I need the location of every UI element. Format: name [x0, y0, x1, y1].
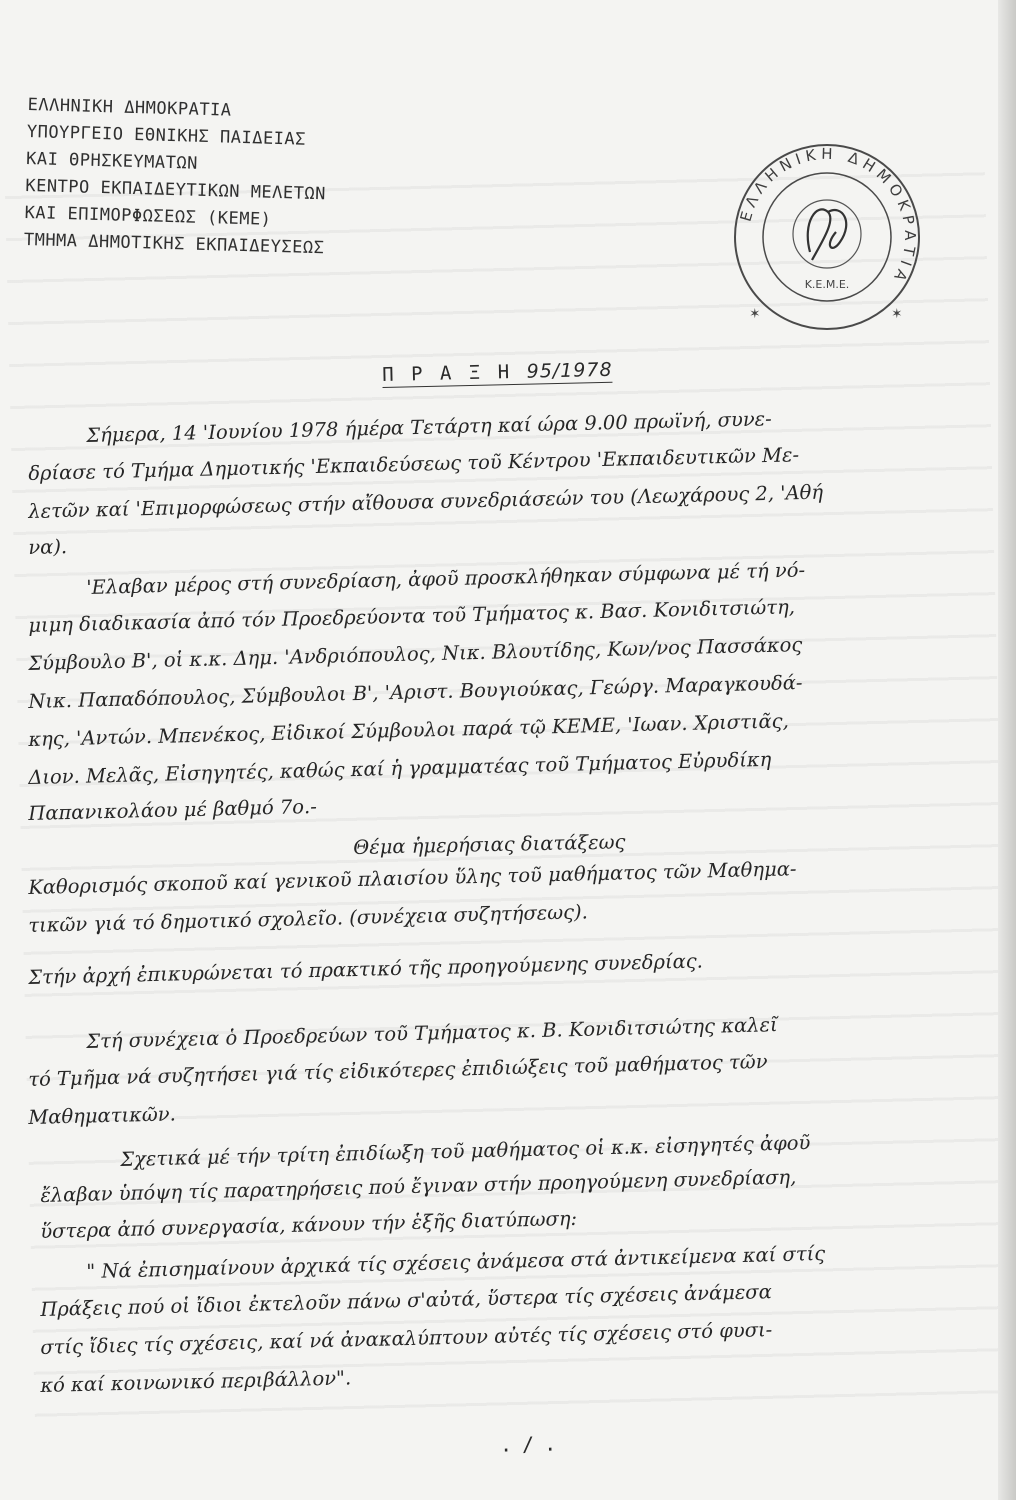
stamp-inner-text: Κ.Ε.Μ.Ε.: [804, 278, 850, 291]
letterhead-line: ΚΑΙ ΘΡΗΣΚΕΥΜΑΤΩΝ: [25, 148, 199, 174]
quoted-line: Πράξεις πού οἱ ἴδιοι ἐκτελοῦν πάνω σ'αὐτά, ὕστερα τίς σχέσεις ἀνάμεσα: [40, 1280, 772, 1321]
body-line: κης, 'Αντών. Μπενέκος, Εἰδικοί Σύμβουλοι παρά τῷ ΚΕΜΕ, 'Ιωαν. Χριστιᾶς,: [28, 709, 790, 751]
agenda-heading: Θέμα ἡμερήσιας διατάξεως: [353, 830, 626, 859]
body-line: ἔλαβαν ὑπόψη τίς παρατηρήσεις πού ἔγιναν στήν προηγούμενη συνεδρίαση,: [40, 1165, 797, 1207]
body-line: Νικ. Παπαδόπουλος, Σύμβουλοι Β', 'Αριστ. Βουγιούκας, Γεώργ. Μαραγκουδά-: [28, 671, 803, 713]
body-line: δρίασε τό Τμήμα Δημοτικής 'Εκπαιδεύσεως τοῦ Κέντρου 'Εκπαιδευτικῶν Με-: [28, 443, 800, 485]
body-line: Σχετικά μέ τήν τρίτη ἐπιδίωξη τοῦ μαθήματος οἱ κ.κ. εἰσηγητές ἀφοῦ: [120, 1131, 811, 1171]
letterhead-line: ΤΜΗΜΑ ΔΗΜΟΤΙΚΗΣ ΕΚΠΑΙΔΕΥΣΕΩΣ: [23, 229, 325, 259]
body-line: Μαθηματικῶν.: [28, 1102, 177, 1129]
body-line: μιμη διαδικασία ἀπό τόν Προεδρεύοντα τοῦ Τμήματος κ. Βασ. Κονιδιτσιώτη,: [28, 595, 796, 637]
page-continuation-mark: ./.: [499, 1431, 567, 1457]
quoted-line: στίς ἴδιες τίς σχέσεις, καί νά ἀνακαλύπτουν αὐτές τίς σχέσεις στό φυσι-: [40, 1318, 773, 1359]
body-line: Καθορισμός σκοποῦ καί γενικοῦ πλαισίου ὕλης τοῦ μαθήματος τῶν Μαθημα-: [28, 857, 797, 899]
body-line: να).: [28, 535, 68, 559]
body-line: 'Ελαβαν μέρος στή συνεδρίαση, ἀφοῦ προσκλήθηκαν σύμφωνα μέ τή νό-: [86, 558, 806, 599]
body-line: τικῶν γιά τό δημοτικό σχολεῖο. (συνέχεια συζητήσεως).: [28, 900, 589, 937]
body-line: Σύμβουλο Β', οἱ κ.κ. Δημ. 'Ανδριόπουλος, Νικ. Βλουτίδης, Κων/νος Πασσάκος: [28, 633, 803, 675]
letterhead: [23, 92, 328, 262]
act-number: 95/1978: [526, 358, 613, 383]
svg-text:✶: ✶: [750, 303, 760, 322]
body-line: Διον. Μελᾶς, Εἰσηγητές, καθώς καί ἡ γραμματέας τοῦ Τμήματος Εὐρυδίκη: [28, 747, 772, 789]
body-line: Παπανικολάου μέ βαθμό 7ο.-: [28, 794, 318, 825]
document-title: [382, 359, 613, 388]
body-line: λετῶν καί 'Επιμορφώσεως στήν αἴθουσα συνεδριάσεών του (Λεωχάρους 2, 'Αθή: [28, 480, 824, 523]
body-line: Στήν ἀρχή ἐπικυρώνεται τό πρακτικό τῆς προηγούμενης συνεδρίας.: [28, 949, 704, 989]
letterhead-line: ΚΕΝΤΡΟ ΕΚΠΑΙΔΕΥΤΙΚΩΝ ΜΕΛΕΤΩΝ: [25, 175, 327, 205]
official-stamp-seal: [732, 142, 922, 332]
body-line: τό Τμῆμα νά συζητήσει γιά τίς εἰδικότερες ἐπιδιώξεις τοῦ μαθήματος τῶν: [28, 1049, 768, 1091]
title-label: Π Ρ Α Ξ Η: [382, 361, 513, 386]
page-edge: [998, 0, 1016, 1500]
letterhead-line: ΥΠΟΥΡΓΕΙΟ ΕΘΝΙΚΗΣ ΠΑΙΔΕΙΑΣ: [26, 121, 307, 150]
letterhead-line: ΕΛΛΗΝΙΚΗ ΔΗΜΟΚΡΑΤΙΑ: [27, 94, 232, 121]
letterhead-line: ΚΑΙ ΕΠΙΜΟΡΦΩΣΕΩΣ (ΚΕΜΕ): [24, 202, 272, 230]
quoted-line: κό καί κοινωνικό περιβάλλον".: [40, 1366, 352, 1397]
svg-text:✶: ✶: [892, 303, 902, 322]
body-line: ὕστερα ἀπό συνεργασία, κάνουν τήν ἑξῆς διατύπωση:: [40, 1206, 578, 1243]
body-line: Σήμερα, 14 'Ιουνίου 1978 ήμέρα Τετάρτη καί ώρα 9.00 πρωϊνή, συνε-: [86, 407, 772, 447]
svg-text:ΕΛΛΗΝΙΚΗ ΔΗΜΟΚΡΑΤΙΑ: ΕΛΛΗΝΙΚΗ ΔΗΜΟΚΡΑΤΙΑ: [736, 144, 920, 289]
body-line: Στή συνέχεια ὁ Προεδρεύων τοῦ Τμήματος κ. Β. Κονιδιτσιώτης καλεῖ: [86, 1013, 778, 1053]
quoted-line: " Νά ἐπισημαίνουν ἀρχικά τίς σχέσεις ἀνάμεσα στά ἀντικείμενα καί στίς: [86, 1241, 826, 1283]
